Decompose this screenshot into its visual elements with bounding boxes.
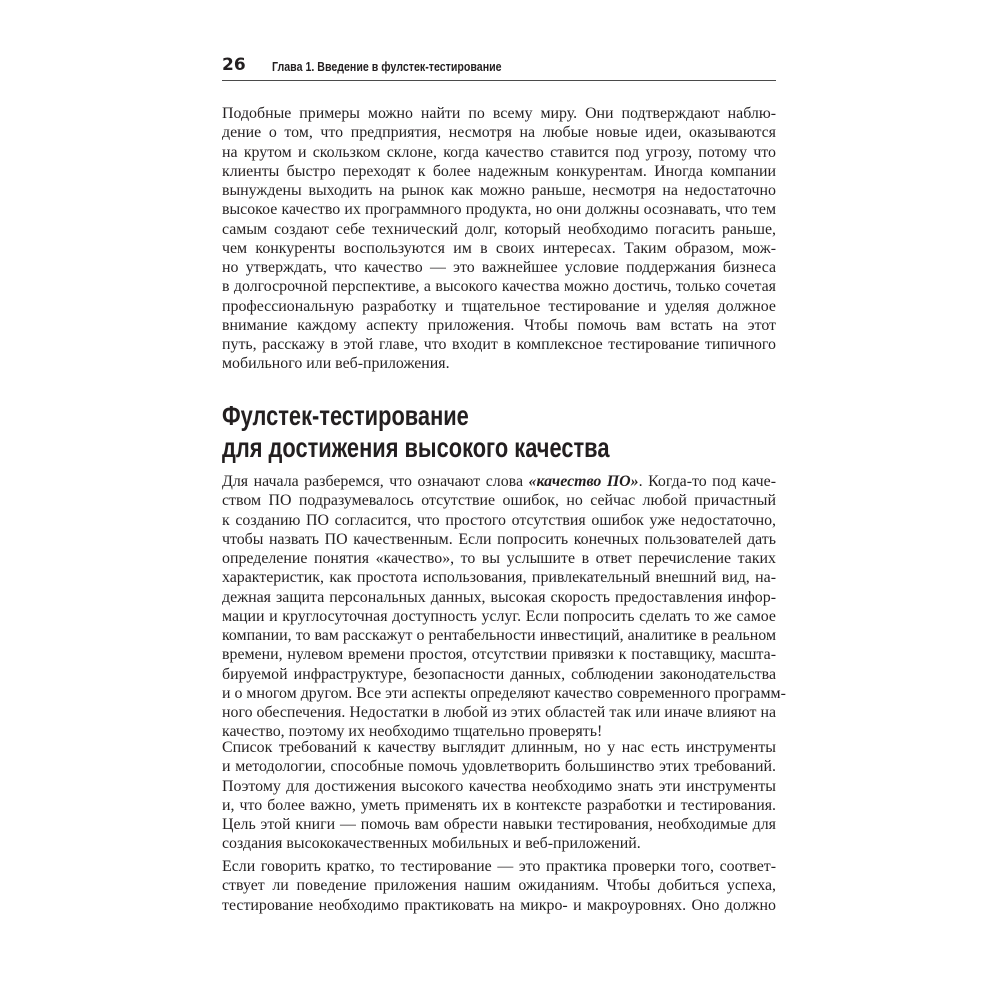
text-line: определение понятия «качество», то вы услышите в ответ перечисление таких [222, 550, 776, 567]
text-line: чем конкуренты воспользуются им в своих интересах. Таким образом, мож- [222, 239, 776, 257]
text-line: внимание каждому аспекту приложения. Чтобы помочь вам встать на этот [222, 316, 776, 334]
text-line: путь, расскажу в этой главе, что входит в комплексное тестирование типичного [222, 336, 776, 353]
section-paragraph-1 [222, 472, 786, 742]
text-line: качество, поэтому их необходимо тщательно проверять! [222, 723, 603, 741]
text-line: в долгосрочной перспективе, а высокого качества можно достичь, только сочетая [222, 278, 776, 296]
text-line: Список требований к качеству выглядит длинным, но у нас есть инструменты [222, 739, 776, 756]
text-line: высокое качество их программного продукта, но они должны осознавать, что тем [222, 201, 776, 219]
text-line: времени, нулевом времени простоя, отсутствии привязки к поставщику, масшта- [222, 646, 776, 664]
text-line: Цель этой книги — помочь вам обрести навыки тестирования, необходимые для [222, 816, 776, 833]
text-line: компании, то вам расскажут о рентабельности инвестиций, аналитике в реальном [222, 627, 776, 644]
text-line: и методологии, способные помочь удовлетворить большинство этих требований. [222, 758, 776, 776]
text-line: тестирование необходимо практиковать на микро- и макроуровнях. Оно должно [222, 896, 776, 914]
text-line: профессиональную разработку и тщательное тестирование и уделяя должное [222, 297, 776, 315]
text-line: Подобные примеры можно найти по всему миру. Они подтверждают наблю- [222, 105, 776, 122]
page-number: 26 [222, 55, 246, 75]
text-line: Поэтому для достижения высокого качества необходимо знать эти инструменты [222, 777, 776, 795]
text-line: ствует ли поведение приложения нашим ожиданиям. Чтобы добиться успеха, [222, 877, 776, 895]
chapter-title: Глава 1. Введение в фулстек-тестирование [272, 59, 502, 74]
text-line: создания высококачественных мобильных и веб-приложений. [222, 835, 641, 853]
section-heading-line: Фулстек-тестирование [222, 400, 469, 431]
text-line: ного обеспечения. Недостатки в любой из этих областей так или иначе влияют на [222, 704, 776, 721]
emphasis-term: «качество ПО» [528, 473, 639, 490]
text-line: мобильного или веб-приложения. [222, 355, 450, 373]
text-line: дежная защита персональных данных, высокая скорость предоставления инфор- [222, 588, 776, 606]
text-line: дение о том, что предприятия, несмотря на любые новые идеи, оказываются [222, 124, 776, 142]
intro-paragraph [222, 104, 776, 374]
text-run: . Когда-то под каче- [638, 473, 776, 490]
running-head [222, 52, 776, 81]
text-line: Если говорить кратко, то тестирование — это практика проверки того, соответ- [222, 858, 776, 875]
text-run: Для начала разберемся, что означают слова [222, 473, 529, 490]
text-line: мации и круглосуточная доступность услуг. Если попросить сделать то же самое [222, 607, 776, 625]
text-line: самым создают себе технический долг, который необходимо погасить раньше, [222, 220, 776, 238]
text-line: на крутом и скользком склоне, когда качество ставится под угрозу, потому что [222, 143, 776, 161]
text-line [222, 472, 776, 491]
text-line: чтобы назвать ПО качественным. Если попросить конечных пользователей дать [222, 530, 776, 548]
text-line: и, что более важно, уметь применять их в контексте разработки и тестирования. [222, 796, 776, 814]
section-paragraph-2 [222, 738, 776, 854]
section-heading [222, 400, 609, 464]
section-heading-line: для достижения высокого качества [222, 432, 610, 463]
text-line: клиенты быстро переходят к более надежным конкурентам. Иногда компании [222, 162, 776, 180]
text-line: бируемой инфраструктуре, безопасности данных, соблюдении законодательства [222, 665, 776, 683]
text-line: вынуждены выходить на рынок как можно раньше, несмотря на недостаточно [222, 182, 776, 199]
text-line: характеристик, как простота использования, привлекательный внешний вид, на- [222, 569, 776, 587]
text-line: ством ПО подразумевалось отсутствие ошибок, но сейчас любой причастный [222, 492, 776, 510]
text-line: и о многом другом. Все эти аспекты определяют качество современного программ- [222, 684, 786, 702]
section-paragraph-3 [222, 857, 776, 915]
text-line: но утверждать, что качество — это важнейшее условие поддержания бизнеса [222, 259, 776, 276]
text-line: к созданию ПО согласится, что простого отсутствия ошибок уже недостаточно, [222, 511, 776, 529]
